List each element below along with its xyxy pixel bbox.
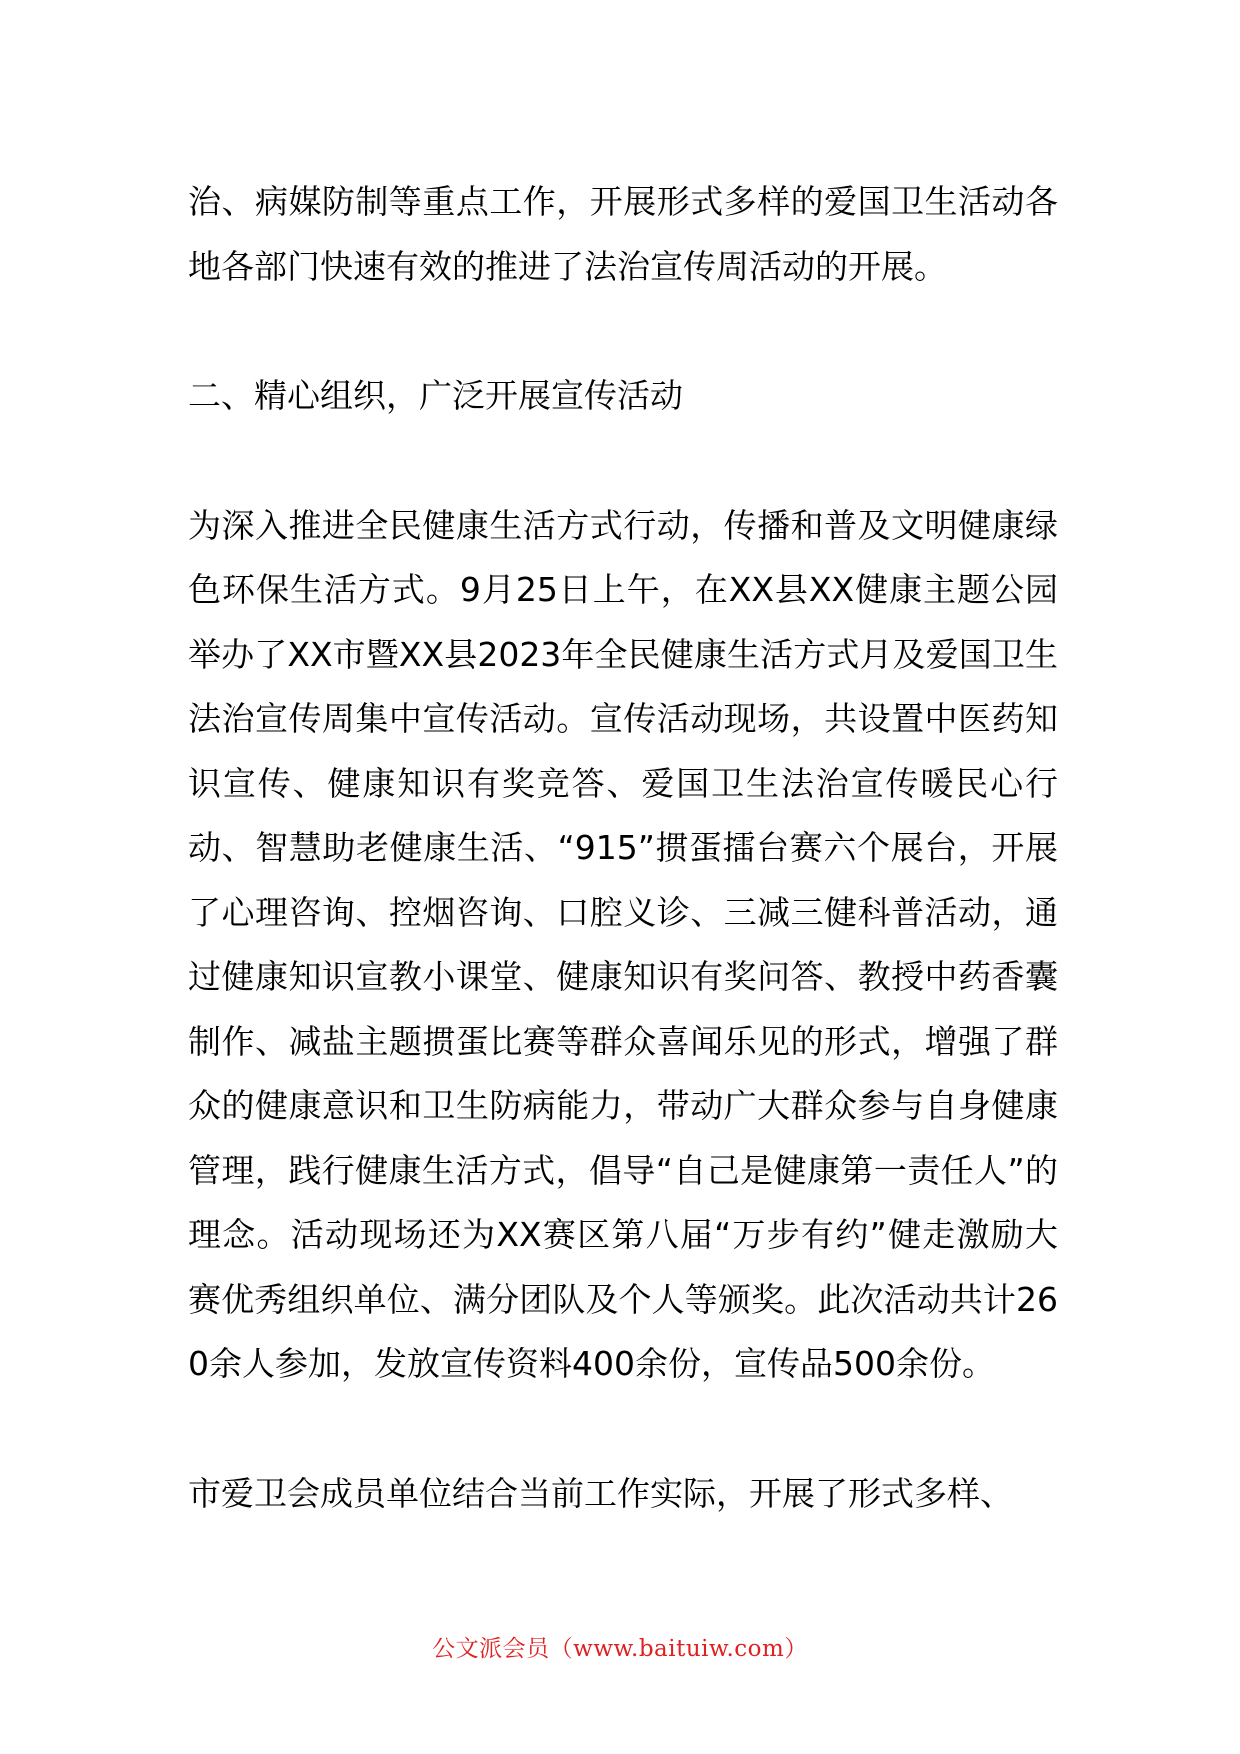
paragraph-continuation: 治、病媒防制等重点工作，开展形式多样的爱国卫生活动各地各部门快速有效的推进了法治宣传周活动的开展。	[188, 182, 1058, 286]
document-body	[188, 170, 1058, 1526]
section-heading: 二、精心组织，广泛开展宣传活动	[188, 376, 683, 415]
paragraph-member-units: 市爱卫会成员单位结合当前工作实际，开展了形式多样、	[188, 1473, 1013, 1513]
paragraph-event-description: 为深入推进全民健康生活方式行动，传播和普及文明健康绿色环保生活方式。9月25日上午，在XX县XX健康主题公园举办了XX市暨XX县2023年全民健康生活方式月及爱国卫生法治宣传周集中宣传活动。宣传活动现场，共设置中医药知识宣传、健康知识有奖竞答、爱国卫生法治宣传暖民心行动、智慧助老健康生活、“915”掼蛋擂台赛六个展台，开展了心理咨询、控烟咨询、口腔义诊、三减三健科普活动，通过健康知识宣教小课堂、健康知识有奖问答、教授中药香囊制作、减盐主题掼蛋比赛等群众喜闻乐见的形式，增强了群众的健康意识和卫生防病能力，带动广大群众参与自身健康管理，践行健康生活方式，倡导“自己是健康第一责任人”的理念。活动现场还为XX赛区第八届“万步有约”健走激励大赛优秀组织单位、满分团队及个人等颁奖。此次活动共计260余人参加，发放宣传资料400余份，宣传品500余份。	[188, 505, 1058, 1383]
footer-watermark: 公文派会员（www.baituiw.com）	[432, 1636, 808, 1662]
